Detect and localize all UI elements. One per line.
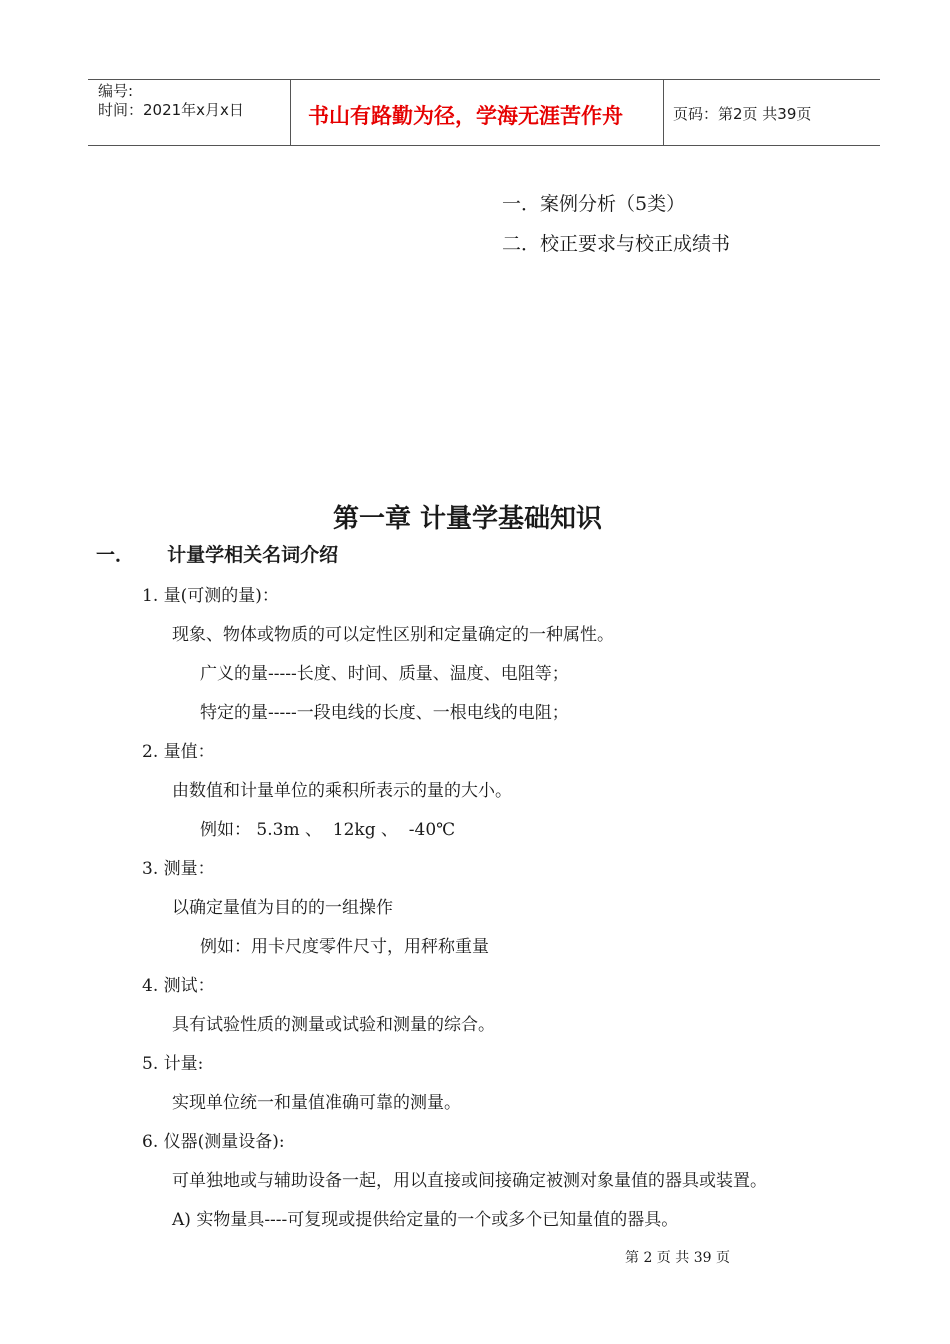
item-heading: 4. 测试： [142,976,215,996]
item-heading: 1. 量(可测的量)： [142,586,279,606]
header-divider-right [663,79,664,146]
example-text: 广义的量-----长度、时间、质量、温度、电阻等； [200,664,569,684]
example-text: 例如： 5.3m 、 12kg 、 -40℃ [200,820,456,840]
toc-item: 一．案例分析（5类） [502,193,686,215]
example-text: 特定的量-----一段电线的长度、一根电线的电阻； [200,703,569,723]
definition-text: 具有试验性质的测量或试验和测量的综合。 [172,1015,495,1035]
header-number-label: 编号: [98,82,134,100]
example-text: 例如：用卡尺度零件尺寸，用秤称重量 [200,937,489,957]
header-bottom-border [88,145,880,146]
definition-text: 由数值和计量单位的乘积所表示的量的大小。 [172,781,512,801]
header-page-label: 页码：第2页 共39页 [673,105,812,123]
definition-text: 可单独地或与辅助设备一起，用以直接或间接确定被测对象量值的器具或装置。 [172,1171,767,1191]
header-time-label: 时间：2021年x月x日 [98,101,244,119]
section-title: 一． 计量学相关名词介绍 [96,544,339,566]
definition-text: 以确定量值为目的的一组操作 [172,898,393,918]
sub-item-text: A) 实物量具----可复现或提供给定量的一个或多个已知量值的器具。 [172,1210,679,1230]
definition-text: 实现单位统一和量值准确可靠的测量。 [172,1093,461,1113]
chapter-title: 第一章 计量学基础知识 [333,504,603,534]
item-heading: 6. 仪器(测量设备): [142,1132,285,1152]
item-heading: 2. 量值： [142,742,215,762]
definition-text: 现象、物体或物质的可以定性区别和定量确定的一种属性。 [172,625,614,645]
toc-item: 二．校正要求与校正成绩书 [502,233,731,255]
item-heading: 5. 计量: [142,1054,204,1074]
header-motto: 书山有路勤为径，学海无涯苦作舟 [308,104,623,128]
page-footer: 第 2 页 共 39 页 [625,1250,730,1266]
header-top-border [88,79,880,80]
header-divider-left [290,79,291,146]
item-heading: 3. 测量： [142,859,215,879]
